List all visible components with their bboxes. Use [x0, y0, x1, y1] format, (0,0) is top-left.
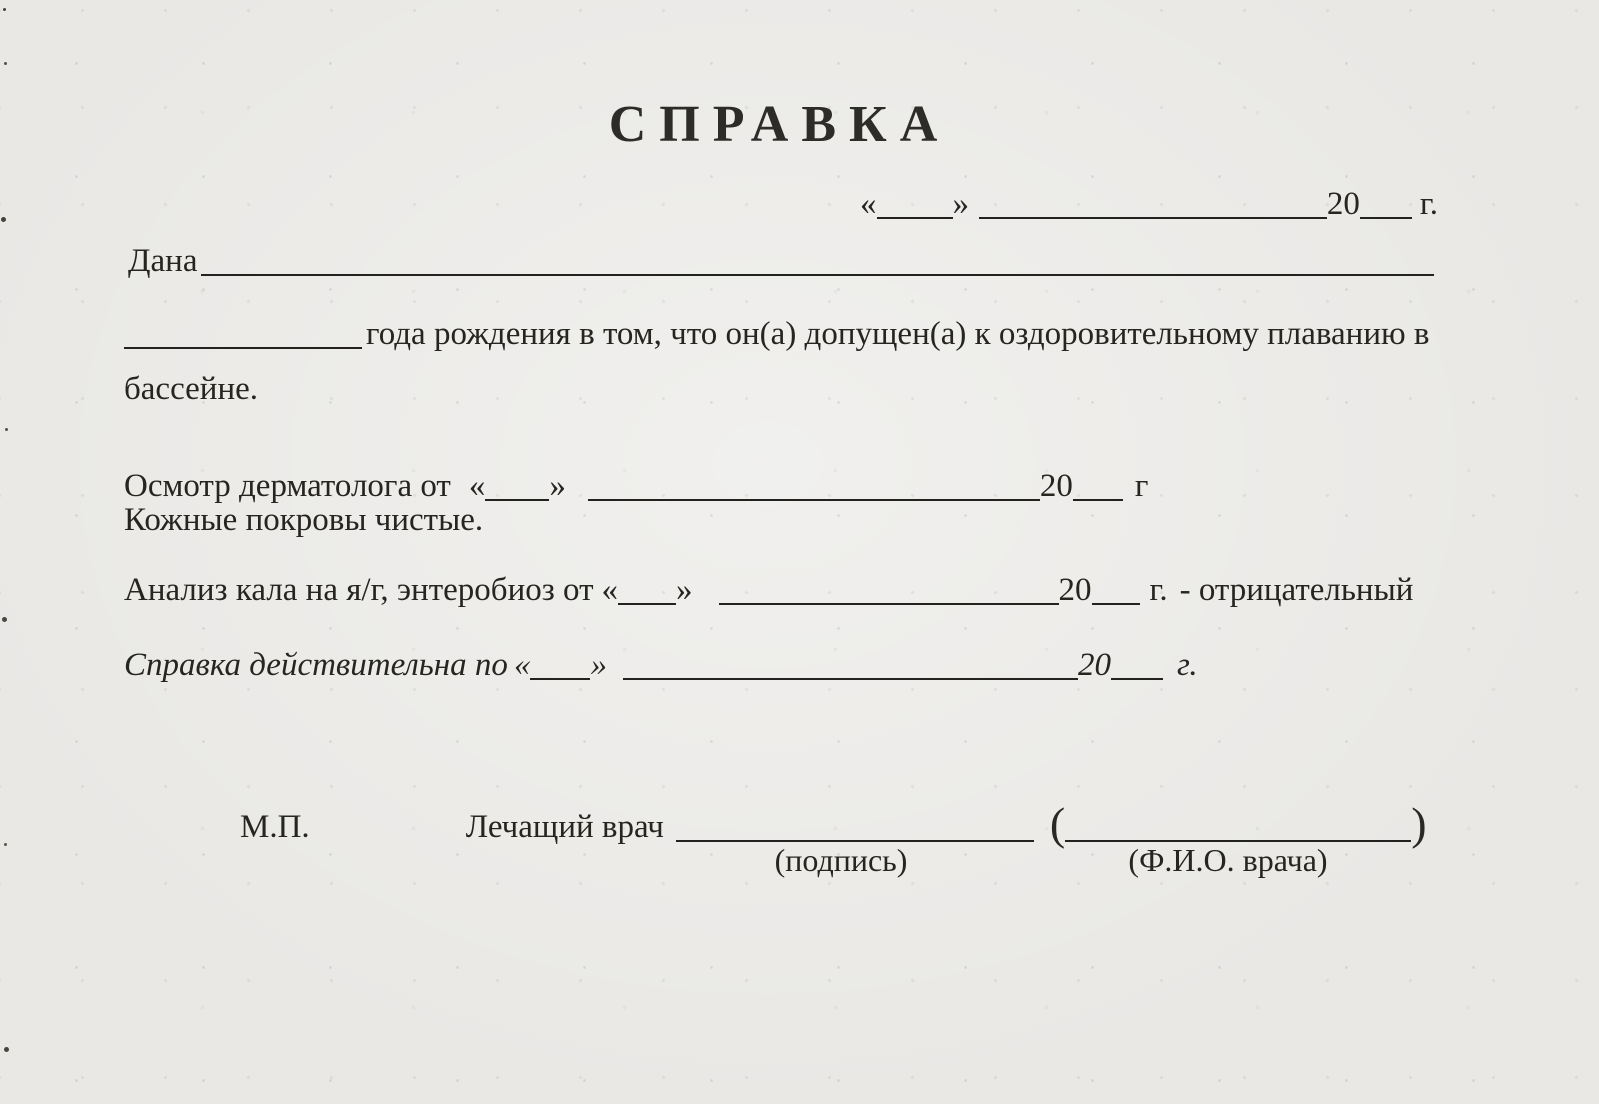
analysis-year-blank [1092, 603, 1140, 605]
issue-year-suffix: г. [1419, 186, 1438, 222]
issue-day-blank [877, 217, 953, 219]
issue-month-blank [979, 217, 1327, 219]
open-quote: « [601, 572, 619, 608]
pool-row [124, 370, 258, 408]
derm-month-blank [588, 499, 1040, 501]
skin-row [124, 501, 483, 539]
given-to-label: Дана [128, 243, 198, 279]
given-to-name-blank [201, 274, 1434, 276]
issue-date-row [860, 185, 1438, 223]
analysis-result: - отрицательный [1179, 572, 1414, 608]
issue-year-blank [1360, 217, 1412, 219]
stool-analysis-row [124, 571, 1413, 609]
validity-label: Справка действительна по [124, 647, 508, 683]
close-quote: » [676, 572, 693, 608]
close-quote: » [549, 468, 566, 504]
derm-day-blank [485, 499, 549, 501]
open-paren: ( [1049, 798, 1066, 849]
given-to-row [128, 242, 1434, 280]
validity-month-blank [623, 678, 1078, 680]
issue-year-prefix: 20 [1326, 186, 1360, 222]
doctor-label: Лечащий врач [465, 809, 664, 845]
close-quote: » [952, 186, 969, 222]
dermatologist-row [124, 467, 1148, 505]
derm-year-suffix: г [1134, 468, 1149, 504]
validity-day-blank [530, 678, 590, 680]
open-quote: « [513, 647, 531, 683]
page-title: СПРАВКА [608, 96, 951, 153]
validity-year-blank [1111, 678, 1163, 680]
birth-year-row [124, 315, 1429, 353]
signature-caption: (подпись) [774, 842, 908, 878]
stamp-place-label: М.П. [240, 809, 310, 845]
validity-year-prefix: 20 [1077, 647, 1111, 683]
birth-year-text: года рождения в том, что он(а) допущен(а) к оздоровительному плаванию в [366, 316, 1430, 352]
analysis-label: Анализ кала на я/г, энтеробиоз от [124, 572, 594, 608]
close-quote: » [590, 647, 607, 683]
scan-edge-specks [3, 8, 6, 11]
signature-row [240, 798, 1427, 849]
validity-year-suffix: г. [1176, 647, 1198, 683]
analysis-year-prefix: 20 [1058, 572, 1092, 608]
dermatologist-label: Осмотр дерматолога от [124, 468, 451, 504]
analysis-month-blank [719, 603, 1059, 605]
open-quote: « [860, 186, 877, 222]
open-quote: « [468, 468, 486, 504]
analysis-day-blank [618, 603, 676, 605]
derm-year-prefix: 20 [1039, 468, 1073, 504]
skin-text: Кожные покровы чистые. [124, 502, 484, 538]
derm-year-blank [1073, 499, 1123, 501]
doctor-name-caption: (Ф.И.О. врача) [1128, 842, 1328, 878]
pool-text: бассейне. [124, 371, 258, 407]
analysis-year-suffix: г. [1149, 572, 1168, 608]
birth-year-blank [124, 347, 362, 349]
validity-row [124, 646, 1198, 684]
close-paren: ) [1411, 798, 1427, 849]
